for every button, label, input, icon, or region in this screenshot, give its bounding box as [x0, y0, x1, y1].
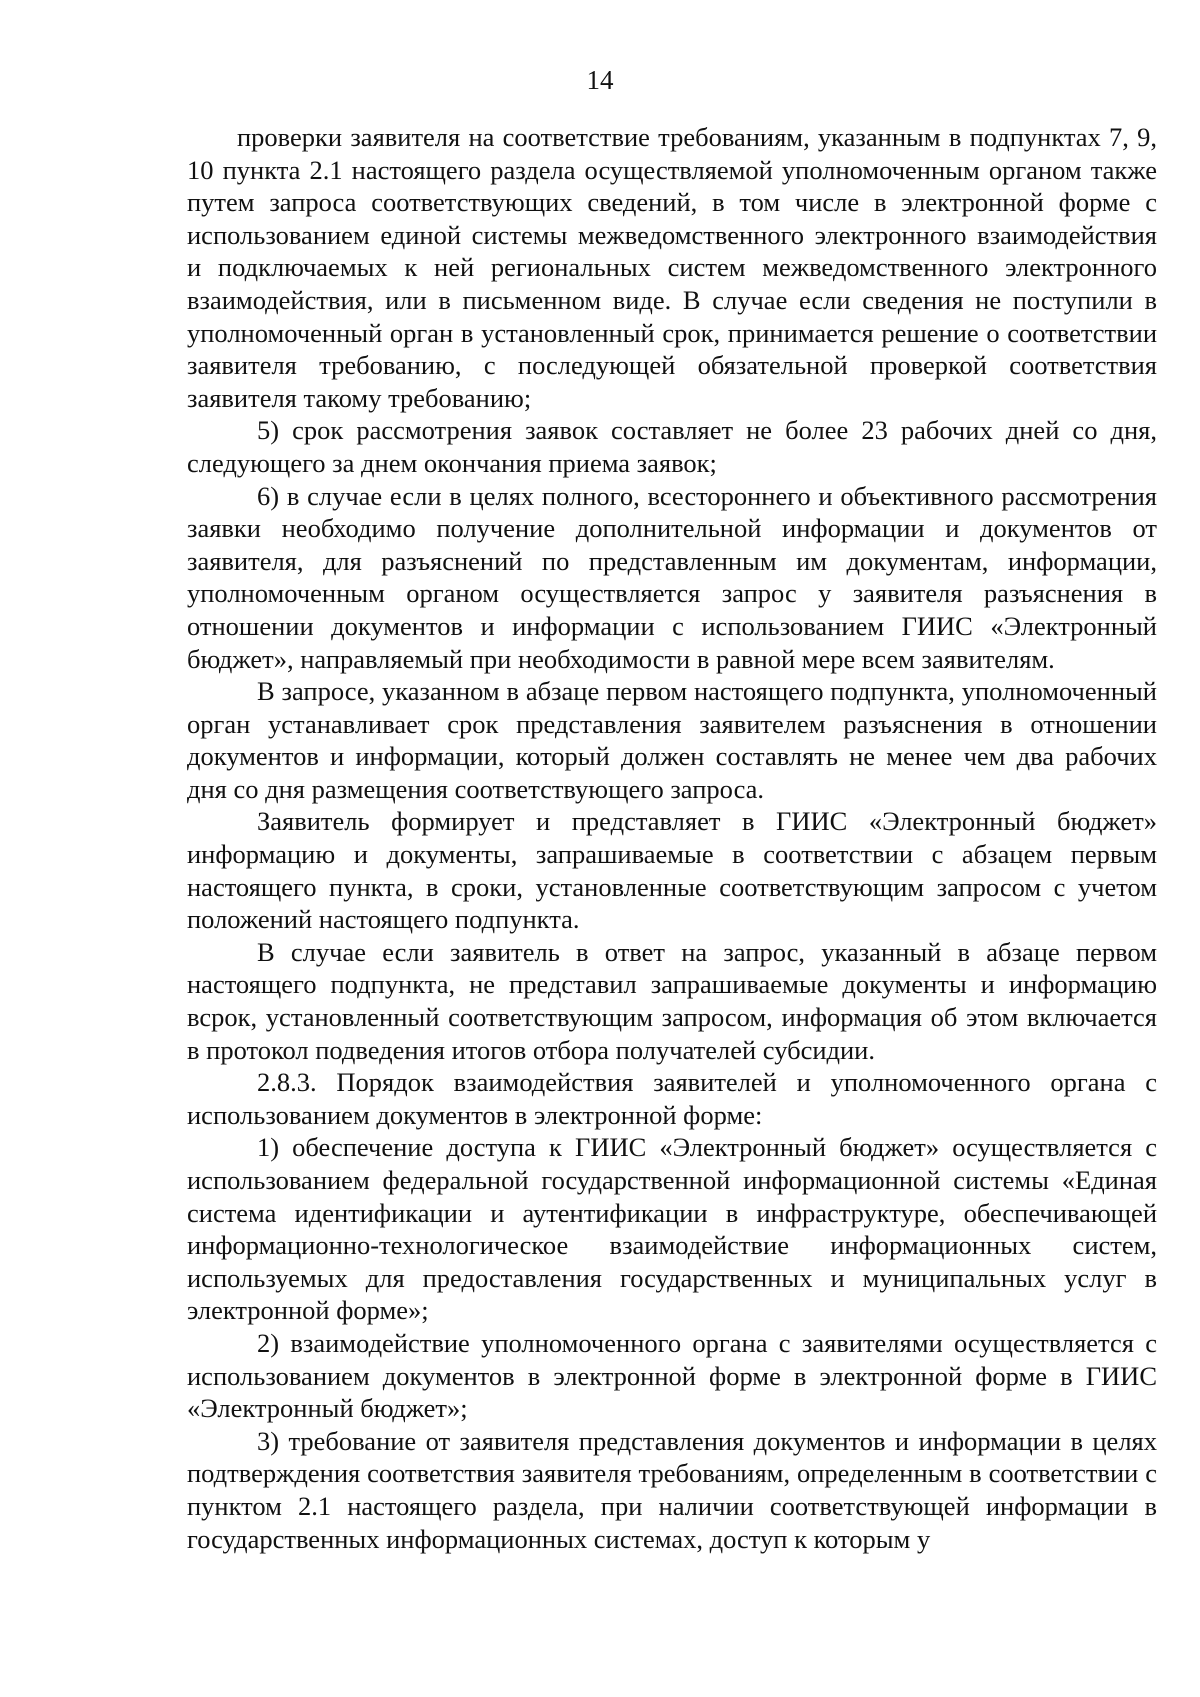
- document-body: [187, 121, 1157, 1555]
- paragraph-verification-continued: проверки заявителя на соответствие требованиям, указанным в подпунктах 7, 9, 10 пункта 2.1 настоящего раздела осуществляемой уполномоченным органом также путем запроса соответствующих сведений, в том числе в электронной форме с использованием единой системы межведомственного электронного взаимодействия и подключаемых к ней региональных систем межведомственного электронного взаимодействия, или в письменном виде. В случае если сведения не поступили в уполномоченный орган в установленный срок, принимается решение о соответствии заявителя требованию, с последующей обязательной проверкой соответствия заявителя такому требованию;: [187, 122, 1157, 413]
- paragraph-item-2-interaction: 2) взаимодействие уполномоченного органа с заявителями осуществляется с использованием документов в электронной форме в электронной форме в ГИИС «Электронный бюджет»;: [187, 1327, 1157, 1424]
- paragraph-item-5-review-period: 5) срок рассмотрения заявок составляет не более 23 рабочих дней со дня, следующего за днем окончания приема заявок;: [187, 415, 1157, 478]
- paragraph-item-3-requirement: 3) требование от заявителя представления документов и информации в целях подтверждения соответствия заявителя требованиям, определенным в соответствии с пунктом 2.1 настоящего раздела, при наличии соответствующей информации в государственных информационных системах, доступ к которым у: [187, 1425, 1157, 1554]
- paragraph-applicant-submits: Заявитель формирует и представляет в ГИИС «Электронный бюджет» информацию и документы, запрашиваемые в соответствии с абзацем первым настоящего пункта, в сроки, установленные соответствующим запросом с учетом положений настоящего подпункта.: [187, 806, 1157, 935]
- paragraph-item-6-clarification-request: 6) в случае если в целях полного, всестороннего и объективного рассмотрения заявки необходимо получение дополнительной информации и документов от заявителя, для разъяснений по представленным им документам, информации, уполномоченным органом осуществляется запрос у заявителя разъяснения в отношении документов и информации с использованием ГИИС «Электронный бюджет», направляемый при необходимости в равной мере всем заявителям.: [187, 480, 1157, 674]
- paragraph-section-2-8-3: 2.8.3. Порядок взаимодействия заявителей и уполномоченного органа с использованием документов в электронной форме:: [187, 1067, 1157, 1130]
- page-number: 14: [586, 65, 614, 95]
- paragraph-request-deadline: В запросе, указанном в абзаце первом настоящего подпункта, уполномоченный орган устанавливает срок представления заявителем разъяснения в отношении документов и информации, который должен составлять не менее чем два рабочих дня со дня размещения соответствующего запроса.: [187, 676, 1157, 804]
- paragraph-item-1-access: 1) обеспечение доступа к ГИИС «Электронный бюджет» осуществляется с использованием федеральной государственной информационной системы «Единая система идентификации и аутентификации в инфраструктуре, обеспечивающей информационно-технологическое взаимодействие информационных систем, используемых для предоставления государственных и муниципальных услуг в электронной форме»;: [187, 1132, 1157, 1326]
- paragraph-no-response: В случае если заявитель в ответ на запрос, указанный в абзаце первом настоящего подпункта, не представил запрашиваемые документы и информацию всрок, установленный соответствующим запросом, информация об этом включается в протокол подведения итогов отбора получателей субсидии.: [187, 936, 1157, 1065]
